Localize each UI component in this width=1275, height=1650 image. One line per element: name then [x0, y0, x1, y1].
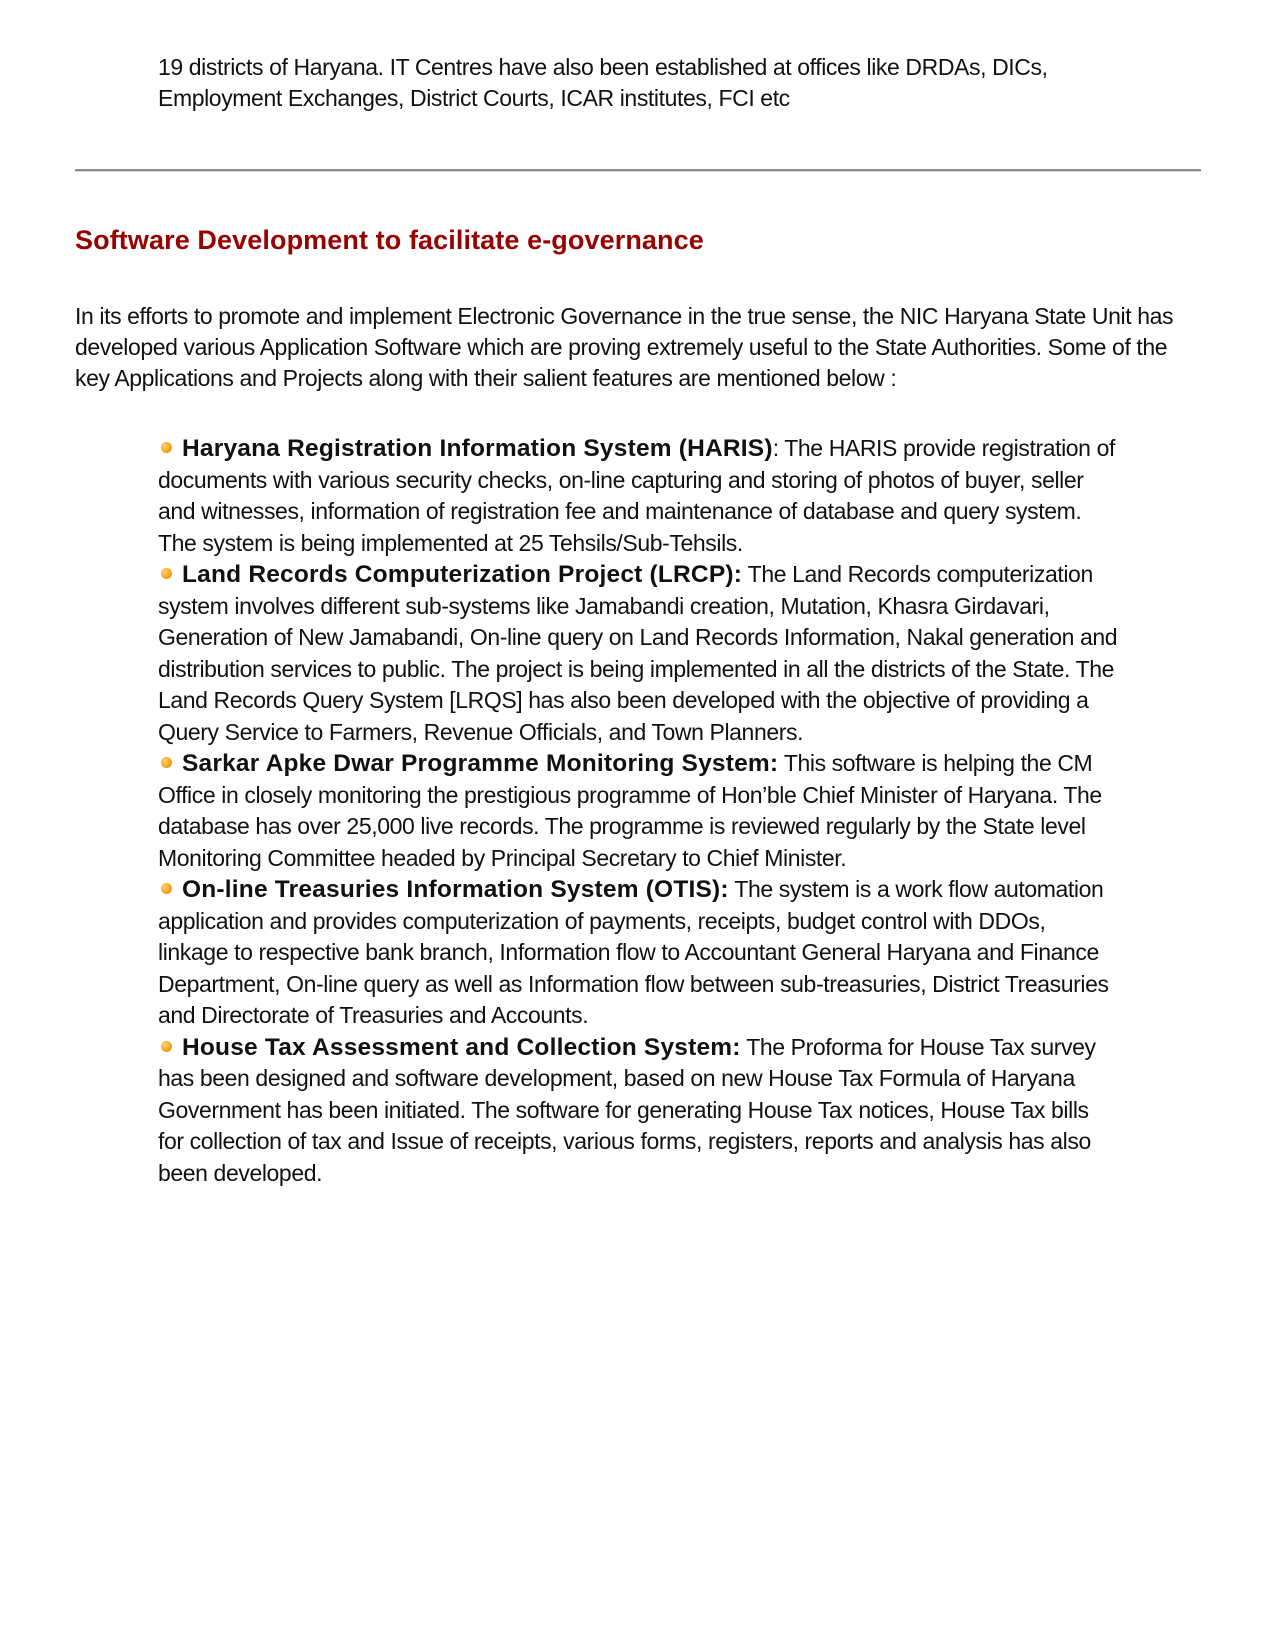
list-item-sarkar-apke-dwar: [158, 748, 1118, 874]
intro-paragraph-tail: 19 districts of Haryana. IT Centres have also been established at offices like DRDAs, DICs, Employment Exchanges, District Courts, ICAR institutes, FCI etc: [158, 54, 1048, 111]
projects-list: [158, 433, 1118, 1189]
horizontal-divider: [75, 169, 1201, 172]
list-item-house-tax: [158, 1032, 1118, 1190]
orange-dot-icon: [161, 757, 172, 768]
project-name: On-line Treasuries Information System (OTIS):: [182, 876, 729, 903]
list-item-otis: [158, 874, 1118, 1032]
orange-dot-icon: [161, 883, 172, 894]
orange-dot-icon: [161, 442, 172, 453]
section-heading: Software Development to facilitate e-governance: [75, 225, 704, 255]
project-description: The system is a work flow automation application and provides computerization of payments, receipts, budget control with DDOs, linkage to respective bank branch, Information flow to Accountant General Haryana and Finance Department, On-line query as well as Information flow between sub-treasuries, District Treasuries and Directorate of Treasuries and Accounts.: [158, 876, 1109, 1028]
project-description: The Land Records computerization system involves different sub-systems like Jamabandi creation, Mutation, Khasra Girdavari, Generation of New Jamabandi, On-line query on Land Records Information, Nakal generation and distribution services to public. The project is being implemented in all the districts of the State. The Land Records Query System [LRQS] has also been developed with the objective of providing a Query Service to Farmers, Revenue Officials, and Town Planners.: [158, 561, 1118, 745]
project-description: : The HARIS provide registration of documents with various security checks, on-line capturing and storing of photos of buyer, seller and witnesses, information of registration fee and maintenance of database and query system. The system is being implemented at 25 Tehsils/Sub-Tehsils.: [158, 435, 1115, 556]
project-description: The Proforma for House Tax survey has been designed and software development, based on new House Tax Formula of Haryana Government has been initiated. The software for generating House Tax notices, House Tax bills for collection of tax and Issue of receipts, various forms, registers, reports and analysis has also been developed.: [158, 1033, 1096, 1186]
section-intro-paragraph: In its efforts to promote and implement Electronic Governance in the true sense, the NIC Haryana State Unit has developed various Application Software which are proving extremely useful to the State Authorities. Some of the key Applications and Projects along with their salient features are mentioned below :: [75, 303, 1174, 391]
project-name: House Tax Assessment and Collection System:: [182, 1033, 741, 1061]
project-name: Sarkar Apke Dwar Programme Monitoring System:: [182, 750, 779, 777]
orange-dot-icon: [161, 568, 172, 579]
project-name: Land Records Computerization Project (LRCP):: [182, 561, 743, 588]
project-name: Haryana Registration Information System (HARIS): [182, 435, 773, 462]
project-description: This software is helping the CM Office in closely monitoring the prestigious programme of Hon’ble Chief Minister of Haryana. The database has over 25,000 live records. The programme is reviewed regularly by the State level Monitoring Committee headed by Principal Secretary to Chief Minister.: [158, 750, 1102, 871]
list-item-lrcp: [158, 559, 1118, 748]
list-item-haris: [158, 433, 1118, 559]
orange-dot-icon: [161, 1041, 172, 1052]
